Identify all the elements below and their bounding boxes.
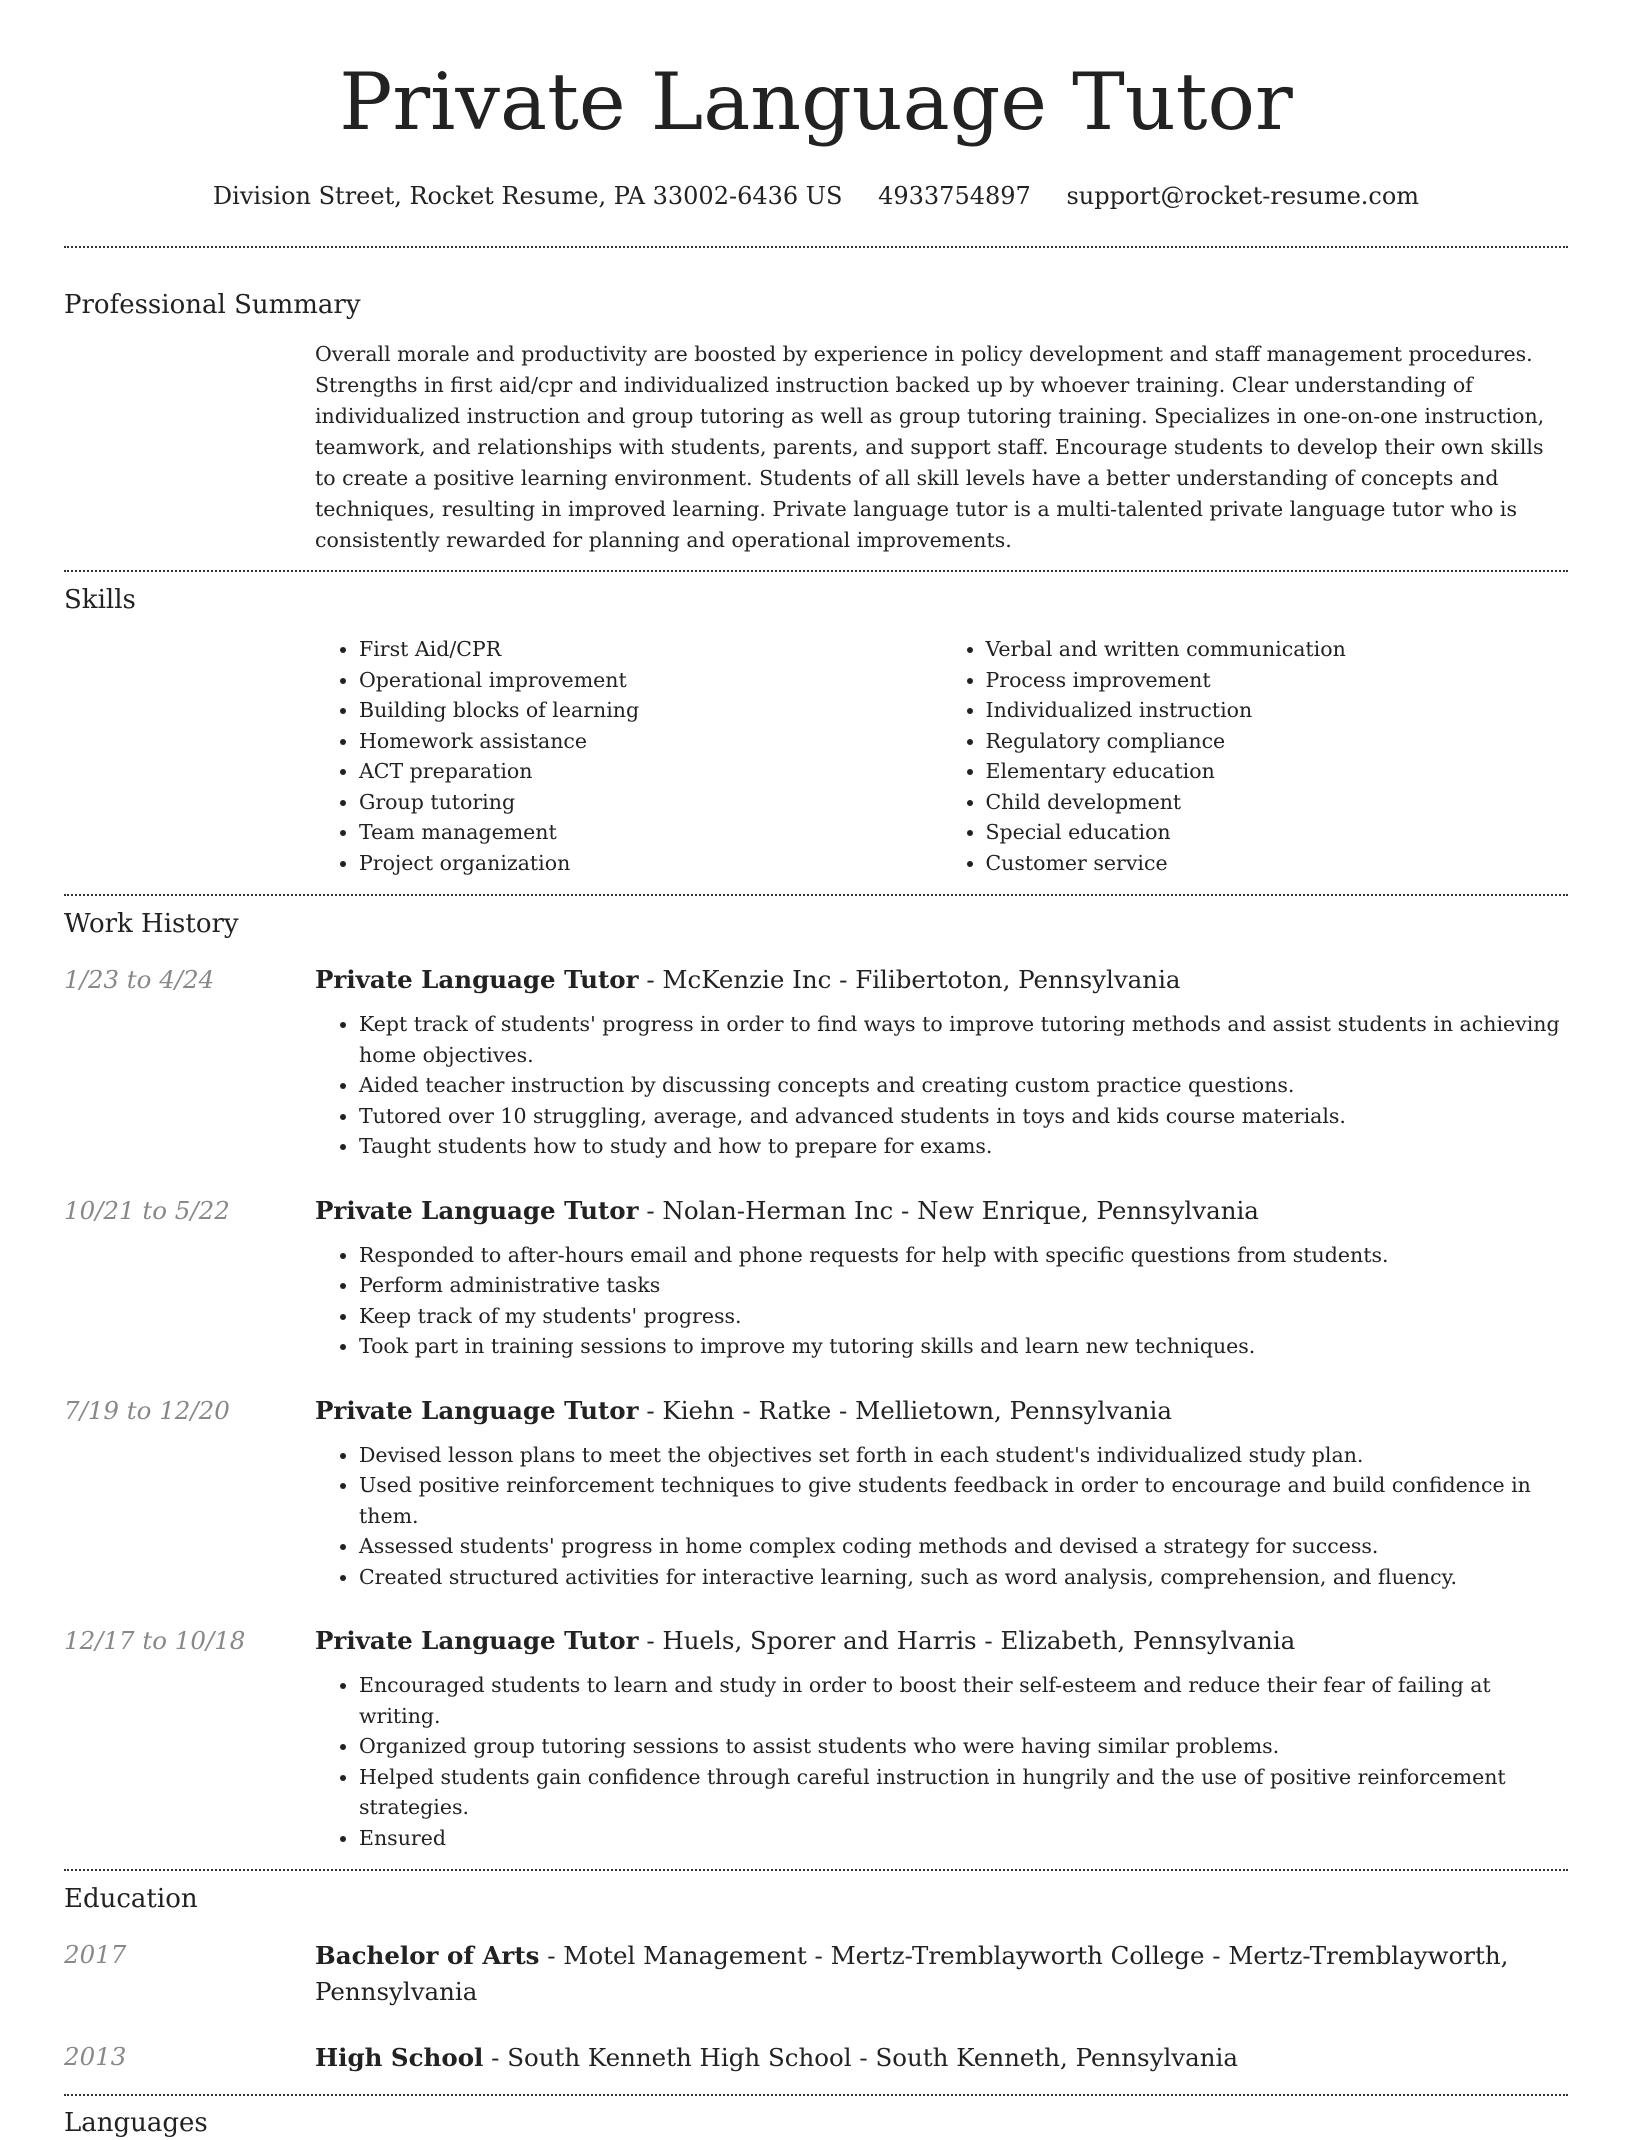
skill-item: • ACT preparation xyxy=(359,756,942,787)
summary-text: Overall morale and productivity are boosted by experience in policy development and staff management procedures. Strengths in first aid/cpr and individualized instruction backed up by whoever training. Clear understanding of individualized instruction and group tutoring as well as group tutoring training. Specializes in one-on-one instruction, teamwork, and relationships with students, parents, and support staff. Encourage students to develop their own skills to create a positive learning environment. Students of all skill levels have a better understanding of concepts and techniques, resulting in improved learning. Private language tutor is a multi-talented private language tutor who is consistently rewarded for planning and operational improvements. xyxy=(315,342,1545,552)
job-bullets xyxy=(315,1670,1568,1853)
education-list xyxy=(64,1938,1568,2076)
job-separator: - xyxy=(893,1195,918,1225)
education-year: 2017 xyxy=(64,1940,127,1969)
skill-item: • Regulatory compliance xyxy=(986,726,1569,757)
contact-address: Division Street, Rocket Resume, PA 33002-6436 US xyxy=(212,182,843,210)
education-field: Motel Management xyxy=(563,1941,807,1970)
job-title: Private Language Tutor xyxy=(315,965,639,994)
skills-grid xyxy=(315,634,1568,878)
job-separator: - xyxy=(638,965,663,994)
job-bullet: • Perform administrative tasks xyxy=(359,1270,1568,1301)
languages-heading: Languages xyxy=(64,2108,208,2138)
job-bullets xyxy=(315,1009,1568,1162)
job-heading xyxy=(315,1624,1568,1658)
job-title: Private Language Tutor xyxy=(315,1395,639,1425)
education-separator: - xyxy=(806,1941,831,1970)
contact-email: support@rocket-resume.com xyxy=(1066,182,1420,210)
skill-item: • Child development xyxy=(986,787,1569,818)
section-divider xyxy=(64,570,1568,572)
education-entry xyxy=(64,1938,1568,2010)
education-heading: Education xyxy=(64,1884,198,1914)
education-separator: - xyxy=(539,1941,564,1970)
education-separator: - xyxy=(483,2043,508,2072)
job-separator: - xyxy=(976,1626,1001,1655)
job-entry xyxy=(64,963,1568,1162)
job-body xyxy=(315,963,1568,1162)
job-list xyxy=(64,963,1568,1853)
job-bullet: • Ensured xyxy=(359,1823,1568,1854)
skill-item: • Elementary education xyxy=(986,756,1569,787)
education-heading-line xyxy=(315,2040,1568,2076)
job-location: New Enrique, Pennsylvania xyxy=(917,1195,1259,1225)
job-bullet: • Tutored over 10 struggling, average, and advanced students in toys and kids course materials. xyxy=(359,1101,1568,1132)
contact-phone: 4933754897 xyxy=(878,182,1031,210)
education-school: South Kenneth High School xyxy=(507,2043,852,2072)
section-divider xyxy=(64,2094,1568,2096)
section-divider xyxy=(64,246,1568,248)
skill-item: • Special education xyxy=(986,817,1569,848)
job-body xyxy=(315,1394,1568,1593)
job-entry xyxy=(64,1624,1568,1853)
job-bullet: • Kept track of students' progress in order to find ways to improve tutoring methods and assist students in achieving home objectives. xyxy=(359,1009,1568,1070)
job-dates: 12/17 to 10/18 xyxy=(64,1626,246,1655)
skill-item: • Customer service xyxy=(986,848,1569,879)
job-bullet: • Responded to after-hours email and phone requests for help with specific questions from students. xyxy=(359,1240,1568,1271)
job-company: Huels, Sporer and Harris xyxy=(662,1626,977,1655)
job-bullets xyxy=(315,1240,1568,1362)
section-divider xyxy=(64,894,1568,896)
job-body xyxy=(315,1194,1568,1362)
job-separator: - xyxy=(831,1395,856,1425)
education-entry xyxy=(64,2040,1568,2076)
job-bullet: • Encouraged students to learn and study in order to boost their self-esteem and reduce their fear of failing at writing. xyxy=(359,1670,1568,1731)
education-section xyxy=(64,1882,1568,2076)
summary-section xyxy=(64,288,1568,556)
skills-list-right xyxy=(942,634,1569,878)
job-title: Private Language Tutor xyxy=(315,1626,639,1655)
job-company: Kiehn - Ratke xyxy=(662,1395,832,1425)
work-section xyxy=(64,907,1568,1853)
skill-item: • Building blocks of learning xyxy=(359,695,942,726)
job-location: Elizabeth, Pennsylvania xyxy=(1000,1626,1296,1655)
job-company: McKenzie Inc xyxy=(662,965,832,994)
skill-item: • First Aid/CPR xyxy=(359,634,942,665)
job-separator: - xyxy=(638,1195,663,1225)
job-title: Private Language Tutor xyxy=(315,1195,639,1225)
skill-item: • Group tutoring xyxy=(359,787,942,818)
skill-item: • Process improvement xyxy=(986,665,1569,696)
skills-heading: Skills xyxy=(64,585,136,615)
skill-item: • Operational improvement xyxy=(359,665,942,696)
education-degree: High School xyxy=(315,2043,484,2072)
job-bullet: • Organized group tutoring sessions to assist students who were having similar problems. xyxy=(359,1731,1568,1762)
education-location: Mertz-Tremblayworth, Pennsylvania xyxy=(315,1941,1509,2006)
education-degree: Bachelor of Arts xyxy=(315,1941,540,1970)
education-separator: - xyxy=(851,2043,876,2072)
job-heading xyxy=(315,1394,1568,1428)
job-dates: 1/23 to 4/24 xyxy=(64,965,215,994)
job-heading xyxy=(315,1194,1568,1228)
education-location: South Kenneth, Pennsylvania xyxy=(875,2043,1238,2072)
job-separator: - xyxy=(831,965,856,994)
skill-item: • Project organization xyxy=(359,848,942,879)
summary-heading: Professional Summary xyxy=(64,290,361,320)
languages-section xyxy=(64,2106,1568,2140)
education-school: Mertz-Tremblayworth College xyxy=(830,1941,1205,1970)
education-heading-line xyxy=(315,1938,1568,2010)
skill-item: • Verbal and written communication xyxy=(986,634,1569,665)
job-bullet: • Helped students gain confidence through careful instruction in hungrily and the use of positive reinforcement strategies. xyxy=(359,1762,1568,1823)
work-heading: Work History xyxy=(64,909,239,939)
job-location: Filibertoton, Pennsylvania xyxy=(855,965,1181,994)
job-heading xyxy=(315,963,1568,997)
skill-item: • Individualized instruction xyxy=(986,695,1569,726)
job-bullet: • Used positive reinforcement techniques to give students feedback in order to encourage and build confidence in them. xyxy=(359,1470,1568,1531)
job-dates: 7/19 to 12/20 xyxy=(64,1395,230,1425)
job-bullet: • Taught students how to study and how to prepare for exams. xyxy=(359,1131,1568,1162)
candidate-name: Private Language Tutor xyxy=(339,56,1293,148)
job-bullet: • Devised lesson plans to meet the objectives set forth in each student's individualized study plan. xyxy=(359,1440,1568,1471)
education-year: 2013 xyxy=(64,2042,127,2071)
job-separator: - xyxy=(638,1626,663,1655)
job-entry xyxy=(64,1394,1568,1593)
job-bullets xyxy=(315,1440,1568,1593)
job-dates: 10/21 to 5/22 xyxy=(64,1195,230,1225)
job-location: Mellietown, Pennsylvania xyxy=(855,1395,1172,1425)
job-bullet: • Created structured activities for interactive learning, such as word analysis, comprehension, and fluency. xyxy=(359,1562,1568,1593)
job-separator: - xyxy=(638,1395,663,1425)
contact-line xyxy=(64,180,1568,212)
skills-list-left xyxy=(315,634,942,878)
skill-item: • Team management xyxy=(359,817,942,848)
job-company: Nolan-Herman Inc xyxy=(662,1195,894,1225)
job-bullet: • Assessed students' progress in home complex coding methods and devised a strategy for success. xyxy=(359,1531,1568,1562)
education-separator: - xyxy=(1204,1941,1229,1970)
job-bullet: • Took part in training sessions to improve my tutoring skills and learn new techniques. xyxy=(359,1331,1568,1362)
job-body xyxy=(315,1624,1568,1853)
job-bullet: • Aided teacher instruction by discussing concepts and creating custom practice questions. xyxy=(359,1070,1568,1101)
skill-item: • Homework assistance xyxy=(359,726,942,757)
section-divider xyxy=(64,1869,1568,1871)
job-bullet: • Keep track of my students' progress. xyxy=(359,1301,1568,1332)
skills-section xyxy=(64,583,1568,878)
job-entry xyxy=(64,1194,1568,1362)
